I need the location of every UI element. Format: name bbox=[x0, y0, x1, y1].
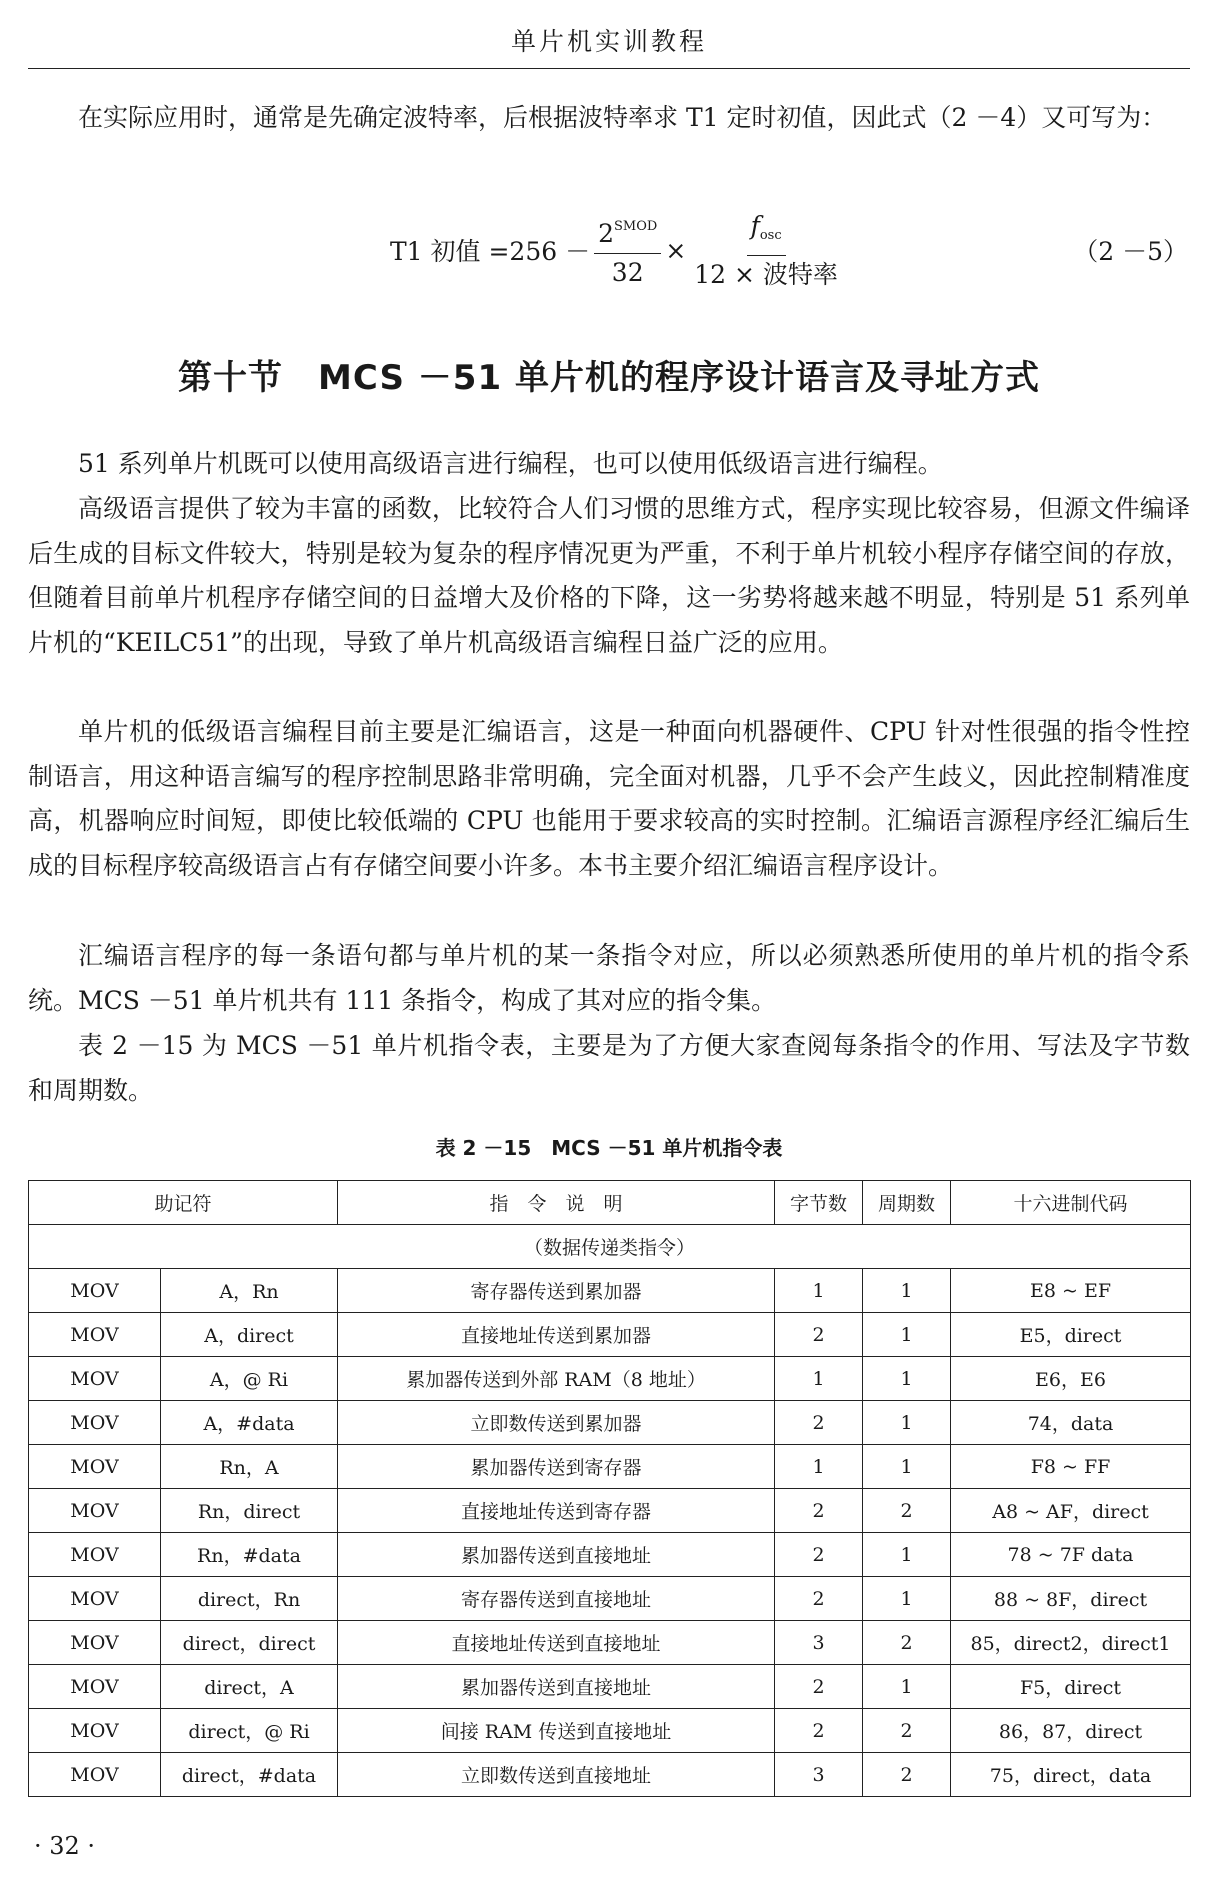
table-row bbox=[29, 1357, 1191, 1401]
cycle-count: 1 bbox=[863, 1313, 951, 1357]
section-title: 第十节 MCS －51 单片机的程序设计语言及寻址方式 bbox=[178, 358, 1040, 398]
instruction-description: 累加器传送到直接地址 bbox=[338, 1665, 775, 1709]
table-row bbox=[29, 1621, 1191, 1665]
mnemonic-opcode: MOV bbox=[29, 1489, 161, 1533]
table-row bbox=[29, 1445, 1191, 1489]
header-rule bbox=[28, 68, 1190, 69]
formula-fraction-fosc bbox=[690, 211, 842, 290]
cycle-count: 1 bbox=[863, 1445, 951, 1489]
byte-count: 2 bbox=[775, 1401, 863, 1445]
table-row bbox=[29, 1533, 1191, 1577]
mnemonic-opcode: MOV bbox=[29, 1621, 161, 1665]
cycle-count: 2 bbox=[863, 1709, 951, 1753]
mnemonic-opcode: MOV bbox=[29, 1313, 161, 1357]
group-label: （数据传递类指令） bbox=[29, 1225, 1191, 1269]
instruction-description: 立即数传送到累加器 bbox=[338, 1401, 775, 1445]
group-row bbox=[29, 1225, 1191, 1269]
hex-code: A8 ~ AF，direct bbox=[951, 1489, 1191, 1533]
formula-fraction-smod bbox=[594, 212, 661, 288]
instruction-table-body bbox=[29, 1225, 1191, 1797]
cycle-count: 2 bbox=[863, 1621, 951, 1665]
header-hex: 十六进制代码 bbox=[951, 1181, 1191, 1225]
byte-count: 1 bbox=[775, 1357, 863, 1401]
header-mnemonic: 助记符 bbox=[29, 1181, 338, 1225]
cycle-count: 1 bbox=[863, 1665, 951, 1709]
running-head: 单片机实训教程 bbox=[510, 27, 707, 56]
table-row bbox=[29, 1577, 1191, 1621]
byte-count: 1 bbox=[775, 1445, 863, 1489]
header-bytes: 字节数 bbox=[775, 1181, 863, 1225]
byte-count: 3 bbox=[775, 1621, 863, 1665]
hex-code: E8 ~ EF bbox=[951, 1269, 1191, 1313]
fraction-numerator: $f_{osc}$ bbox=[747, 211, 786, 256]
table-row bbox=[29, 1313, 1191, 1357]
instruction-description: 累加器传送到寄存器 bbox=[338, 1445, 775, 1489]
instruction-description: 寄存器传送到直接地址 bbox=[338, 1577, 775, 1621]
hex-code: E6，E6 bbox=[951, 1357, 1191, 1401]
formula-lhs: T1 初值 =256 － bbox=[390, 237, 591, 266]
cycle-count: 1 bbox=[863, 1401, 951, 1445]
hex-code: E5，direct bbox=[951, 1313, 1191, 1357]
mnemonic-operands: A，direct bbox=[161, 1313, 338, 1357]
mnemonic-opcode: MOV bbox=[29, 1357, 161, 1401]
instruction-description: 累加器传送到直接地址 bbox=[338, 1533, 775, 1577]
formula-number: （2 －5） bbox=[1073, 237, 1188, 266]
table-row bbox=[29, 1489, 1191, 1533]
cycle-count: 1 bbox=[863, 1577, 951, 1621]
instruction-description: 直接地址传送到累加器 bbox=[338, 1313, 775, 1357]
table-caption: 表 2 －15 MCS －51 单片机指令表 bbox=[435, 1136, 783, 1160]
mnemonic-operands: direct，A bbox=[161, 1665, 338, 1709]
mnemonic-operands: direct，#data bbox=[161, 1753, 338, 1797]
table-row bbox=[29, 1665, 1191, 1709]
mnemonic-opcode: MOV bbox=[29, 1533, 161, 1577]
table-row bbox=[29, 1269, 1191, 1313]
formula-2-5 bbox=[390, 208, 846, 292]
paragraph-5: 表 2 －15 为 MCS －51 单片机指令表，主要是为了方便大家查阅每条指令的作用、写法及字节数和周期数。 bbox=[28, 1031, 1190, 1105]
hex-code: 78 ~ 7F data bbox=[951, 1533, 1191, 1577]
hex-code: F5，direct bbox=[951, 1665, 1191, 1709]
fraction-denominator: 32 bbox=[611, 258, 644, 287]
times-sign: × bbox=[665, 235, 687, 265]
instruction-description: 累加器传送到外部 RAM（8 地址） bbox=[338, 1357, 775, 1401]
instruction-description: 直接地址传送到直接地址 bbox=[338, 1621, 775, 1665]
table-header-row bbox=[29, 1181, 1191, 1225]
mnemonic-opcode: MOV bbox=[29, 1445, 161, 1489]
mnemonic-opcode: MOV bbox=[29, 1665, 161, 1709]
mnemonic-opcode: MOV bbox=[29, 1577, 161, 1621]
byte-count: 2 bbox=[775, 1533, 863, 1577]
instruction-description: 立即数传送到直接地址 bbox=[338, 1753, 775, 1797]
mnemonic-operands: A，@ Ri bbox=[161, 1357, 338, 1401]
byte-count: 2 bbox=[775, 1313, 863, 1357]
instruction-table bbox=[28, 1180, 1191, 1797]
paragraph-2: 高级语言提供了较为丰富的函数，比较符合人们习惯的思维方式，程序实现比较容易，但源文件编译后生成的目标文件较大，特别是较为复杂的程序情况更为严重，不利于单片机较小程序存储空间的存放，但随着目前单片机程序存储空间的日益增大及价格的下降，这一劣势将越来越不明显，特别是 51 系列单片机的“KEILC51”的出现，导致了单片机高级语言编程日益广泛的应用。 bbox=[28, 494, 1190, 657]
mnemonic-opcode: MOV bbox=[29, 1709, 161, 1753]
byte-count: 3 bbox=[775, 1753, 863, 1797]
hex-code: 88 ~ 8F，direct bbox=[951, 1577, 1191, 1621]
instruction-description: 寄存器传送到累加器 bbox=[338, 1269, 775, 1313]
mnemonic-operands: A，#data bbox=[161, 1401, 338, 1445]
byte-count: 1 bbox=[775, 1269, 863, 1313]
hex-code: 74，data bbox=[951, 1401, 1191, 1445]
cycle-count: 1 bbox=[863, 1357, 951, 1401]
intro-paragraph: 在实际应用时，通常是先确定波特率，后根据波特率求 T1 定时初值，因此式（2 －4）又可写为： bbox=[78, 103, 1167, 132]
instruction-description: 间接 RAM 传送到直接地址 bbox=[338, 1709, 775, 1753]
cycle-count: 2 bbox=[863, 1489, 951, 1533]
header-description: 指 令 说 明 bbox=[338, 1181, 775, 1225]
paragraph-1: 51 系列单片机既可以使用高级语言进行编程，也可以使用低级语言进行编程。 bbox=[78, 449, 943, 478]
byte-count: 2 bbox=[775, 1489, 863, 1533]
mnemonic-operands: Rn，#data bbox=[161, 1533, 338, 1577]
mnemonic-operands: direct，direct bbox=[161, 1621, 338, 1665]
page-number: · 32 · bbox=[34, 1832, 96, 1860]
hex-code: 75，direct，data bbox=[951, 1753, 1191, 1797]
cycle-count: 1 bbox=[863, 1269, 951, 1313]
hex-code: 85，direct2，direct1 bbox=[951, 1621, 1191, 1665]
mnemonic-opcode: MOV bbox=[29, 1753, 161, 1797]
mnemonic-operands: Rn，A bbox=[161, 1445, 338, 1489]
mnemonic-operands: Rn，direct bbox=[161, 1489, 338, 1533]
fraction-numerator: $2^{SMOD}$ bbox=[594, 212, 661, 254]
instruction-description: 直接地址传送到寄存器 bbox=[338, 1489, 775, 1533]
mnemonic-operands: direct，Rn bbox=[161, 1577, 338, 1621]
header-cycles: 周期数 bbox=[863, 1181, 951, 1225]
byte-count: 2 bbox=[775, 1577, 863, 1621]
paragraph-4: 汇编语言程序的每一条语句都与单片机的某一条指令对应，所以必须熟悉所使用的单片机的指令系统。MCS －51 单片机共有 111 条指令，构成了其对应的指令集。 bbox=[28, 941, 1190, 1015]
table-row bbox=[29, 1709, 1191, 1753]
byte-count: 2 bbox=[775, 1665, 863, 1709]
mnemonic-opcode: MOV bbox=[29, 1269, 161, 1313]
mnemonic-opcode: MOV bbox=[29, 1401, 161, 1445]
table-row bbox=[29, 1753, 1191, 1797]
mnemonic-operands: direct，@ Ri bbox=[161, 1709, 338, 1753]
table-row bbox=[29, 1401, 1191, 1445]
hex-code: F8 ~ FF bbox=[951, 1445, 1191, 1489]
paragraph-3: 单片机的低级语言编程目前主要是汇编语言，这是一种面向机器硬件、CPU 针对性很强的指令性控制语言，用这种语言编写的程序控制思路非常明确，完全面对机器，几乎不会产生歧义，因此控制精准度高，机器响应时间短，即使比较低端的 CPU 也能用于要求较高的实时控制。汇编语言源程序经汇编后生成的目标程序较高级语言占有存储空间要小许多。本书主要介绍汇编语言程序设计。 bbox=[28, 717, 1190, 880]
hex-code: 86，87，direct bbox=[951, 1709, 1191, 1753]
byte-count: 2 bbox=[775, 1709, 863, 1753]
mnemonic-operands: A，Rn bbox=[161, 1269, 338, 1313]
cycle-count: 2 bbox=[863, 1753, 951, 1797]
fraction-denominator: 12 × 波特率 bbox=[694, 259, 838, 289]
cycle-count: 1 bbox=[863, 1533, 951, 1577]
